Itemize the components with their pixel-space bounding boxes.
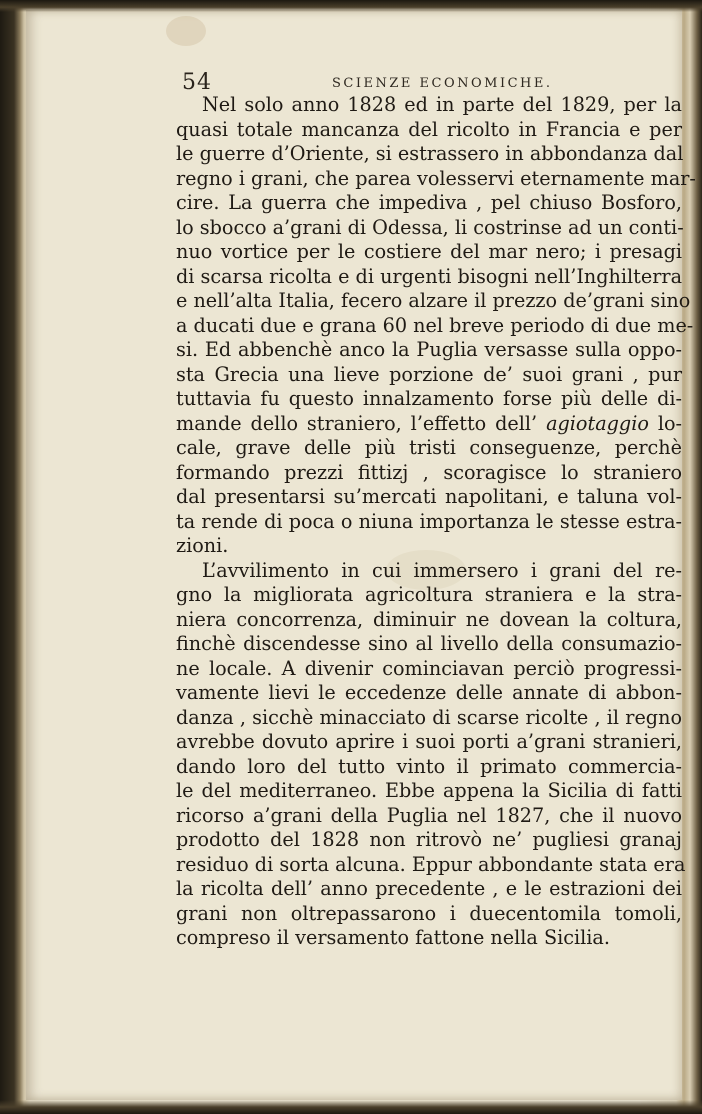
- text-line: nuo vortice per le costiere del mar nero; i presagi: [176, 240, 682, 263]
- text-line: [176, 412, 682, 437]
- text-line: lo sbocco a’grani di Odessa, li costrinse ad un conti-: [176, 215, 684, 239]
- text-line: le del mediterraneo. Ebbe appena la Sicilia di fatti: [176, 779, 682, 802]
- paragraph-1: [176, 93, 696, 559]
- text-line: compreso il versamento fattone nella Sicilia.: [176, 926, 610, 949]
- text-line: residuo di sorta alcuna. Eppur abbondante stata era: [176, 852, 686, 876]
- text-line: dando loro del tutto vinto il primato commercia-: [176, 754, 682, 778]
- text-line: dal presentarsi su’mercati napolitani, e taluna vol-: [176, 485, 682, 508]
- text-line: zioni.: [176, 534, 229, 557]
- text-line: Nel solo anno 1828 ed in parte del 1829, per la: [202, 93, 682, 116]
- text-line: cire. La guerra che impediva , pel chiuso Bosforo,: [176, 191, 682, 214]
- text-line: grani non oltrepassarono i duecentomila tomoli,: [176, 901, 682, 925]
- text-line: danza , sicchè minacciato di scarse ricolte , il regno: [176, 705, 682, 729]
- text-line: formando prezzi fittizj , scoragisce lo straniero: [176, 460, 682, 484]
- text-line: finchè discendesse sino al livello della consumazio-: [176, 632, 682, 655]
- text-line: regno i grani, che parea volesservi eternamente mar-: [176, 166, 696, 190]
- text-line: sta Grecia una lieve porzione de’ suoi grani , pur: [176, 362, 682, 386]
- text-line: la ricolta dell’ anno precedente , e le estrazioni dei: [176, 877, 682, 900]
- text-line: L’avvilimento in cui immersero i grani del re-: [202, 558, 682, 582]
- text-line: avrebbe dovuto aprire i suoi porti a’grani stranieri,: [176, 730, 682, 753]
- italic-term: agiotaggio: [546, 411, 649, 435]
- paper-stain: [166, 16, 206, 46]
- text-line: ne locale. A divenir cominciavan perciò progressi-: [176, 656, 682, 680]
- text-line: si. Ed abbenchè anco la Puglia versasse sulla oppo-: [176, 338, 682, 361]
- text-line: ricorso a’grani della Puglia nel 1827, che il nuovo: [176, 803, 682, 827]
- text-line: prodotto del 1828 non ritrovò ne’ pugliesi granaj: [176, 828, 682, 851]
- page-edge-top: [0, 0, 702, 12]
- text-line: tuttavia fu questo innalzamento forse più delle di-: [176, 387, 682, 410]
- page-edge-bottom: [0, 1100, 702, 1114]
- paragraph-2: [176, 558, 686, 951]
- text-line-end: lo-: [648, 411, 682, 435]
- text-line: ta rende di poca o niuna importanza le stesse estra-: [176, 509, 682, 533]
- page-number: 54: [182, 70, 212, 95]
- text-line: niera concorrenza, diminuir ne dovean la coltura,: [176, 607, 682, 631]
- text-line: cale, grave delle più tristi conseguenze, perchè: [176, 436, 682, 459]
- text-line: e nell’alta Italia, fecero alzare il prezzo de’grani sino: [176, 289, 691, 312]
- text-line-start: mande dello straniero, l’effetto dell’: [176, 411, 547, 435]
- text-line: quasi totale mancanza del ricolto in Francia e per: [176, 117, 682, 141]
- text-line: a ducati due e grana 60 nel breve periodo di due me-: [176, 313, 694, 337]
- text-line: vamente lievi le eccedenze delle annate di abbon-: [176, 681, 682, 704]
- text-line: gno la migliorata agricoltura straniera e la stra-: [176, 583, 682, 606]
- running-head: SCIENZE ECONOMICHE.: [332, 76, 553, 91]
- text-line: di scarsa ricolta e di urgenti bisogni nell’Inghilterra: [176, 264, 683, 288]
- body-text: [176, 93, 696, 951]
- text-line: le guerre d’Oriente, si estrassero in abbondanza dal: [176, 142, 684, 165]
